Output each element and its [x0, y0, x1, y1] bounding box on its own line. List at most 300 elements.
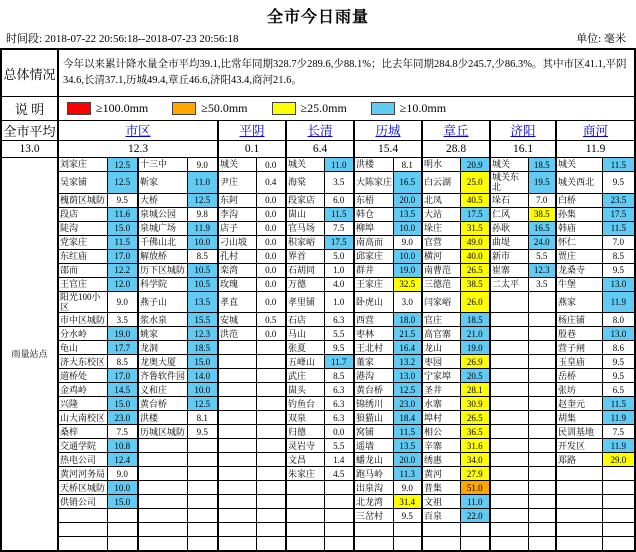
station-name-cell [218, 383, 256, 397]
station-name-cell: 五峰山 [286, 355, 324, 369]
station-name-cell: 城关东北 [490, 172, 528, 194]
station-value-cell: 12.5 [393, 383, 422, 397]
station-name-cell [422, 523, 460, 537]
station-value-cell: 7.0 [602, 235, 635, 249]
station-name-cell: 武庄 [286, 369, 324, 383]
station-value-cell [528, 383, 556, 397]
station-value-cell: 12.5 [107, 172, 138, 194]
station-name-cell: 韩庙 [556, 221, 602, 235]
station-name-cell: 大陈家庄 [354, 172, 393, 194]
station-name-cell: 水寨 [422, 397, 460, 411]
time-period-value: 2018-07-22 20:56:18--2018-07-23 20:56:18 [44, 33, 239, 45]
station-name-cell [556, 481, 602, 495]
station-name-cell: 锦绣川 [354, 397, 393, 411]
station-value-cell [107, 509, 138, 523]
station-value-cell: 15.0 [107, 221, 138, 235]
station-name-cell: 牛堡 [556, 277, 602, 291]
station-value-cell: 17.5 [324, 235, 354, 249]
station-value-cell: 6.5 [602, 383, 635, 397]
station-name-cell: 北凤 [422, 193, 460, 207]
station-row [1, 249, 635, 263]
station-name-cell [556, 509, 602, 523]
station-name-cell [218, 397, 256, 411]
station-row [1, 221, 635, 235]
station-value-cell: 0.0 [256, 193, 286, 207]
station-value-cell: 23.0 [107, 411, 138, 425]
district-link-3[interactable]: 长清 [307, 124, 333, 138]
station-name-cell: 尹庄 [218, 172, 256, 194]
station-name-cell: 灵岩寺 [286, 439, 324, 453]
station-value-cell: 13.5 [393, 207, 422, 221]
station-name-cell: 大站 [422, 207, 460, 221]
station-value-cell: 1.4 [324, 453, 354, 467]
station-value-cell: 8.1 [187, 411, 218, 425]
station-name-cell: 南高而 [354, 235, 393, 249]
station-value-cell: 13.0 [602, 277, 635, 291]
station-value-cell: 5.5 [324, 327, 354, 341]
station-value-cell: 51.0 [460, 481, 490, 495]
station-name-cell [58, 509, 107, 523]
station-value-cell: 15.0 [107, 397, 138, 411]
station-name-cell: 燕家 [556, 291, 602, 313]
station-row [1, 453, 635, 467]
station-value-cell [528, 327, 556, 341]
station-value-cell: 8.5 [187, 249, 218, 263]
station-value-cell: 21.0 [460, 327, 490, 341]
station-name-cell: 董家 [354, 355, 393, 369]
station-value-cell [256, 341, 286, 355]
station-value-cell: 0.0 [256, 327, 286, 341]
station-name-cell: 营子闸 [556, 341, 602, 355]
station-name-cell: 石店 [286, 313, 324, 327]
station-value-cell: 7.5 [602, 425, 635, 439]
station-value-cell: 5.0 [324, 249, 354, 263]
station-value-cell: 30.9 [460, 397, 490, 411]
legend-item [67, 101, 148, 116]
station-value-cell: 18.5 [187, 341, 218, 355]
station-name-cell: 黄河河务局 [58, 467, 107, 481]
station-value-cell [528, 467, 556, 481]
station-name-cell: 港沟 [354, 369, 393, 383]
station-value-cell: 11.5 [324, 207, 354, 221]
district-header-cell [422, 121, 490, 141]
station-name-cell: 二太平 [490, 277, 528, 291]
station-row [1, 481, 635, 495]
station-name-cell: 陡沟 [58, 221, 107, 235]
station-row [1, 277, 635, 291]
station-name-cell: 张坊 [556, 383, 602, 397]
station-value-cell [256, 453, 286, 467]
station-value-cell: 6.3 [324, 397, 354, 411]
station-value-cell [460, 523, 490, 537]
station-name-cell: 城关西北 [556, 172, 602, 194]
station-name-cell: 出泉沟 [354, 481, 393, 495]
station-value-cell [187, 439, 218, 453]
station-name-cell: 龙山 [422, 341, 460, 355]
station-value-cell: 26.9 [460, 355, 490, 369]
station-name-cell: 东阿 [218, 193, 256, 207]
legend-item-label: ≥10.0mm [399, 101, 447, 115]
station-value-cell: 19.0 [107, 327, 138, 341]
station-name-cell: 崔寨 [490, 263, 528, 277]
station-value-cell [256, 425, 286, 439]
station-name-cell: 文昌 [286, 453, 324, 467]
station-name-cell: 姚家 [138, 327, 187, 341]
station-name-cell: 官营 [422, 235, 460, 249]
station-value-cell: 3.5 [528, 277, 556, 291]
station-value-cell: 8.1 [393, 158, 422, 172]
station-value-cell: 26.5 [460, 263, 490, 277]
station-name-cell: 明水 [422, 158, 460, 172]
station-name-cell [490, 313, 528, 327]
station-value-cell: 24.0 [528, 235, 556, 249]
station-name-cell: 民训基地 [556, 425, 602, 439]
station-name-cell: 圣井 [422, 383, 460, 397]
station-name-cell [286, 495, 324, 509]
district-avg-value: 12.3 [58, 141, 218, 158]
station-row [1, 193, 635, 207]
station-value-cell: 28.1 [460, 383, 490, 397]
page-title: 全市今日雨量 [266, 9, 369, 26]
station-name-cell: 邱家庄 [354, 249, 393, 263]
station-name-cell: 韩仓 [354, 207, 393, 221]
station-value-cell [528, 439, 556, 453]
station-value-cell [528, 313, 556, 327]
station-row [1, 291, 635, 313]
station-name-cell [490, 509, 528, 523]
station-name-cell: 枣园 [422, 355, 460, 369]
station-name-cell: 积家峪 [286, 235, 324, 249]
station-value-cell: 8.5 [324, 369, 354, 383]
station-value-cell [187, 453, 218, 467]
station-name-cell [490, 383, 528, 397]
station-value-cell: 14.5 [107, 383, 138, 397]
station-name-cell: 王家庄 [354, 277, 393, 291]
district-link-2[interactable]: 平阴 [239, 124, 265, 138]
station-value-cell: 1.0 [324, 291, 354, 313]
station-value-cell: 0.0 [256, 235, 286, 249]
station-name-cell: 万德 [286, 277, 324, 291]
station-value-cell: 11.9 [602, 291, 635, 313]
station-name-cell: 垛石 [490, 193, 528, 207]
station-name-cell: 黄台桥 [354, 383, 393, 397]
station-name-cell: 段家店 [286, 193, 324, 207]
station-value-cell [187, 481, 218, 495]
station-name-cell: 交通学院 [58, 439, 107, 453]
station-name-cell: 辛寨 [422, 439, 460, 453]
station-name-cell: 浆水泉 [138, 313, 187, 327]
station-name-cell [138, 467, 187, 481]
station-value-cell: 10.0 [393, 221, 422, 235]
station-name-cell: 孙集 [556, 207, 602, 221]
district-link-4[interactable]: 历城 [375, 124, 401, 138]
station-name-cell [58, 523, 107, 537]
station-value-cell: 13.0 [393, 369, 422, 383]
station-name-cell: 蟠龙山 [354, 453, 393, 467]
legend-swatch [67, 102, 91, 115]
station-value-cell: 9.0 [393, 235, 422, 249]
station-name-cell: 解放桥 [138, 249, 187, 263]
station-value-cell: 11.5 [393, 425, 422, 439]
station-name-cell [218, 439, 256, 453]
station-value-cell: 10.5 [187, 277, 218, 291]
station-value-cell: 3.5 [324, 172, 354, 194]
station-value-cell: 20.0 [393, 453, 422, 467]
station-row [1, 369, 635, 383]
station-name-cell: 城关 [556, 158, 602, 172]
station-row [1, 495, 635, 509]
station-name-cell: 供销公司 [58, 495, 107, 509]
station-value-cell: 9.5 [602, 172, 635, 194]
station-name-cell: 桑梓 [58, 425, 107, 439]
station-name-cell: 邵而 [58, 263, 107, 277]
station-value-cell: 7.5 [324, 221, 354, 235]
unit-value: 毫米 [604, 33, 626, 45]
station-value-cell: 23.5 [602, 193, 635, 207]
station-name-cell: 槐荫区城防 [58, 193, 107, 207]
station-value-cell: 4.0 [324, 277, 354, 291]
station-value-cell [324, 481, 354, 495]
station-name-cell: 历下区城防 [138, 263, 187, 277]
station-name-cell: 黄河 [422, 467, 460, 481]
station-name-cell: 钓鱼台 [286, 397, 324, 411]
station-name-cell [218, 411, 256, 425]
station-name-cell: 安城 [218, 313, 256, 327]
station-name-cell [138, 481, 187, 495]
station-value-cell: 8.5 [602, 249, 635, 263]
station-value-cell [602, 467, 635, 481]
station-value-cell [256, 397, 286, 411]
station-value-cell: 31.4 [393, 495, 422, 509]
station-value-cell: 12.5 [187, 397, 218, 411]
station-name-cell [138, 453, 187, 467]
station-name-cell: 阳光100小区 [58, 291, 107, 313]
station-name-cell: 白云湖 [422, 172, 460, 194]
station-value-cell [256, 523, 286, 537]
district-link-7[interactable]: 商河 [583, 124, 609, 138]
station-value-cell: 7.5 [107, 425, 138, 439]
station-name-cell: 开发区 [556, 439, 602, 453]
station-value-cell: 49.0 [460, 235, 490, 249]
station-value-cell: 19.0 [460, 341, 490, 355]
station-row [1, 235, 635, 249]
station-value-cell [256, 439, 286, 453]
station-name-cell: 孝里铺 [286, 291, 324, 313]
station-name-cell: 柳埠 [354, 221, 393, 235]
station-row [1, 425, 635, 439]
station-row [1, 509, 635, 523]
station-value-cell: 8.5 [107, 355, 138, 369]
station-name-cell [490, 495, 528, 509]
station-name-cell: 玉皇庙 [556, 355, 602, 369]
station-value-cell: 27.9 [460, 467, 490, 481]
station-name-cell: 官庄 [422, 313, 460, 327]
station-name-cell: 百泉 [422, 509, 460, 523]
district-link-1[interactable]: 市区 [125, 124, 151, 138]
station-row [1, 397, 635, 411]
station-value-cell: 17.0 [107, 249, 138, 263]
station-value-cell: 20.0 [393, 193, 422, 207]
station-name-cell: 石胡同 [286, 263, 324, 277]
station-value-cell: 15.0 [187, 355, 218, 369]
station-name-cell: 白桥 [556, 193, 602, 207]
station-name-cell: 仁风 [490, 207, 528, 221]
station-name-cell: 闫家峪 [422, 291, 460, 313]
station-value-cell: 15.0 [107, 495, 138, 509]
station-name-cell: 泉城公园 [138, 207, 187, 221]
station-value-cell: 3.5 [107, 313, 138, 327]
station-value-cell [602, 481, 635, 495]
station-name-cell: 南曹范 [422, 263, 460, 277]
station-name-cell [138, 509, 187, 523]
district-avg-value: 0.1 [218, 141, 286, 158]
station-name-cell: 贾庄 [556, 249, 602, 263]
station-name-cell: 殷巷 [556, 327, 602, 341]
legend-swatch [272, 102, 296, 115]
district-link-6[interactable]: 济阳 [510, 124, 536, 138]
station-name-cell: 洪范 [218, 327, 256, 341]
station-name-cell: 新市 [490, 249, 528, 263]
station-value-cell: 12.5 [107, 158, 138, 172]
station-value-cell: 9.0 [107, 291, 138, 313]
station-name-cell: 相公 [422, 425, 460, 439]
station-name-cell: 千佛山北 [138, 235, 187, 249]
station-row [1, 207, 635, 221]
station-row [1, 355, 635, 369]
station-value-cell [528, 495, 556, 509]
station-name-cell [490, 291, 528, 313]
station-value-cell [528, 397, 556, 411]
district-link-5[interactable]: 章丘 [443, 124, 469, 138]
station-name-cell: 界首 [286, 249, 324, 263]
station-name-cell: 齐鲁软件园 [138, 369, 187, 383]
station-name-cell: 科学院 [138, 277, 187, 291]
station-value-cell [256, 411, 286, 425]
station-row [1, 439, 635, 453]
station-value-cell: 31.6 [460, 439, 490, 453]
station-value-cell [602, 495, 635, 509]
district-header-cell [556, 121, 635, 141]
station-name-cell: 义和庄 [138, 383, 187, 397]
station-name-cell [218, 509, 256, 523]
station-name-cell: 城关 [286, 158, 324, 172]
station-name-cell [286, 481, 324, 495]
district-avg-value: 6.4 [286, 141, 354, 158]
station-value-cell: 0.0 [256, 277, 286, 291]
station-name-cell: 燕子山 [138, 291, 187, 313]
legend-item-label: ≥25.0mm [300, 101, 347, 115]
overview-text: 今年以来累计降水量全市平均39.1,比常年同期328.7少289.6,少88.1%；比去年同期284.8少245.7,少86.3%。其中市区41.1,平阴34.6,长清37.1,历城49.4,章丘46.6,济阳43.4,商河21.6。 [58, 49, 635, 97]
station-name-cell: 天桥区城防 [58, 481, 107, 495]
station-name-cell: 孔村 [218, 249, 256, 263]
station-value-cell: 9.8 [187, 207, 218, 221]
station-name-cell: 北龙湾 [354, 495, 393, 509]
station-name-cell: 市中区城防 [58, 313, 107, 327]
station-value-cell: 16.5 [528, 221, 556, 235]
station-value-cell [528, 425, 556, 439]
station-name-cell [218, 481, 256, 495]
station-value-cell [528, 509, 556, 523]
station-name-cell: 刁山坡 [218, 235, 256, 249]
station-value-cell: 12.3 [187, 327, 218, 341]
station-name-cell: 三德范 [422, 277, 460, 291]
station-name-cell: 栾湾 [218, 263, 256, 277]
station-name-cell [286, 509, 324, 523]
station-row [1, 313, 635, 327]
station-value-cell [256, 495, 286, 509]
station-value-cell: 11.5 [602, 158, 635, 172]
station-name-cell: 胡集 [556, 411, 602, 425]
station-value-cell: 12.4 [107, 453, 138, 467]
station-value-cell: 9.5 [602, 369, 635, 383]
station-value-cell: 26.0 [460, 291, 490, 313]
station-value-cell: 12.2 [107, 263, 138, 277]
station-name-cell: 吴家铺 [58, 172, 107, 194]
legend-item-label: ≥50.0mm [201, 101, 248, 115]
station-name-cell [218, 425, 256, 439]
station-value-cell: 36.5 [460, 425, 490, 439]
station-name-cell [138, 439, 187, 453]
stations-label: 雨量站点 [1, 158, 58, 551]
station-value-cell: 13.5 [187, 291, 218, 313]
station-name-cell: 双泉 [286, 411, 324, 425]
station-value-cell: 19.0 [393, 263, 422, 277]
rainfall-table [0, 48, 636, 552]
station-value-cell: 31.5 [460, 221, 490, 235]
station-name-cell [490, 523, 528, 537]
station-name-cell: 垛庄 [422, 221, 460, 235]
station-name-cell: 洪楼 [138, 411, 187, 425]
station-value-cell: 17.7 [107, 341, 138, 355]
station-value-cell: 20.9 [460, 158, 490, 172]
station-value-cell: 17.5 [460, 207, 490, 221]
station-name-cell: 窝铺 [354, 425, 393, 439]
station-value-cell: 6.3 [324, 313, 354, 327]
station-name-cell [490, 355, 528, 369]
station-value-cell: 32.5 [393, 277, 422, 291]
station-name-cell: 党家庄 [58, 235, 107, 249]
station-value-cell [256, 383, 286, 397]
station-value-cell: 13.5 [393, 439, 422, 453]
station-value-cell: 10.0 [107, 481, 138, 495]
station-value-cell: 0.0 [256, 207, 286, 221]
station-name-cell: 兴隆 [58, 397, 107, 411]
station-name-cell [490, 369, 528, 383]
station-value-cell [602, 509, 635, 523]
station-value-cell: 13.0 [602, 327, 635, 341]
station-name-cell [490, 481, 528, 495]
station-name-cell: 城关 [490, 158, 528, 172]
station-name-cell: 张夏 [286, 341, 324, 355]
station-value-cell: 5.5 [324, 439, 354, 453]
station-row [1, 523, 635, 537]
station-name-cell [354, 523, 393, 537]
station-value-cell: 23.0 [393, 397, 422, 411]
station-name-cell: 归德 [286, 425, 324, 439]
time-period-label: 时间段: [6, 33, 45, 45]
station-value-cell: 9.5 [187, 425, 218, 439]
station-name-cell: 王北村 [354, 341, 393, 355]
station-value-cell: 0.4 [256, 172, 286, 194]
station-name-cell: 龙奥大厦 [138, 355, 187, 369]
station-name-cell: 郑路 [556, 453, 602, 467]
legend-items [59, 101, 634, 116]
station-value-cell: 16.4 [393, 341, 422, 355]
station-name-cell [138, 523, 187, 537]
station-name-cell: 分水岭 [58, 327, 107, 341]
station-value-cell: 20.5 [460, 369, 490, 383]
station-value-cell: 9.0 [107, 467, 138, 481]
